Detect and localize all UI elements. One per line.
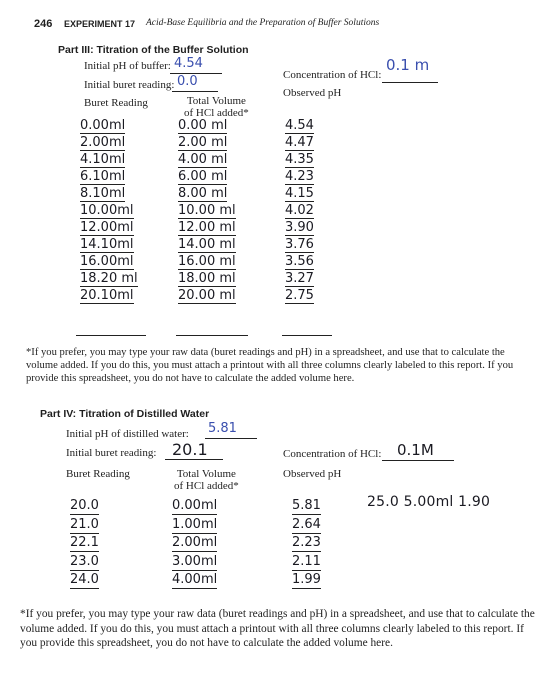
p4-volumes-cell: 0.00ml xyxy=(172,498,218,513)
part3-initial-buret-value: 0.0 xyxy=(177,74,198,89)
p4-buret_readings-cell: 21.0 xyxy=(70,516,99,532)
part4-initial-buret-blank xyxy=(165,459,223,460)
p3-buret_readings-cell: 0.00ml xyxy=(80,118,126,133)
p3-buret_readings-row xyxy=(80,237,138,254)
p4-ph_values-row xyxy=(292,497,321,516)
p3-volumes-row xyxy=(178,288,236,305)
p3-buret_readings-row xyxy=(80,220,138,237)
p3-ph_values-cell: 3.90 xyxy=(285,220,314,235)
part3-blank-row-ph xyxy=(282,335,332,336)
part4-footnote: *If you prefer, you may type your raw data (buret readings and pH) in a spreadsheet, and use that to calculate the volume added. If you do this, you must attach a printout with all three columns clearly labeled to this report. If you provide this spreadsheet, you do not have to calculate the added volume here. xyxy=(20,608,535,649)
p3-buret_readings-cell: 8.10ml xyxy=(80,186,126,201)
p3-buret_readings-row xyxy=(80,203,138,220)
p4-volumes-row xyxy=(172,553,217,572)
p3-ph_values-row xyxy=(285,254,314,271)
part4-ph-column xyxy=(292,497,321,590)
p3-ph_values-row xyxy=(285,118,314,135)
p4-volumes-row xyxy=(172,534,217,553)
part4-buret-column xyxy=(70,497,99,590)
p3-ph_values-row xyxy=(285,220,314,237)
part4-volume-column xyxy=(172,497,217,590)
p3-ph_values-cell: 3.56 xyxy=(285,254,314,269)
p4-ph_values-cell: 2.64 xyxy=(292,516,321,532)
p3-volumes-cell: 16.00 ml xyxy=(178,254,236,269)
p3-ph_values-row xyxy=(285,152,314,169)
p4-ph_values-cell: 1.99 xyxy=(292,572,321,587)
p4-ph_values-cell: 2.11 xyxy=(292,553,321,569)
p4-buret_readings-row xyxy=(70,534,99,553)
part4-col-volume-line1: Total Volume xyxy=(176,468,236,480)
p3-buret_readings-cell: 18.20 ml xyxy=(80,271,138,286)
p3-buret_readings-cell: 12.00ml xyxy=(80,220,134,235)
part4-col-volume xyxy=(174,468,239,492)
part3-initial-ph-value: 4.54 xyxy=(174,56,203,71)
part4-hcl-conc-value: 0.1M xyxy=(397,441,434,459)
p4-ph_values-cell: 5.81 xyxy=(292,498,321,513)
p3-buret_readings-cell: 2.00ml xyxy=(80,135,126,150)
part3-hcl-conc-blank xyxy=(382,82,438,83)
p3-volumes-row xyxy=(178,135,236,152)
p4-volumes-cell: 2.00ml xyxy=(172,535,218,550)
p3-ph_values-cell: 4.35 xyxy=(285,152,314,167)
experiment-title: Acid-Base Equilibria and the Preparation of Buffer Solutions xyxy=(146,18,380,28)
p3-buret_readings-cell: 10.00ml xyxy=(80,203,134,218)
p3-ph_values-cell: 4.54 xyxy=(285,118,314,133)
part4-hcl-conc-label: Concentration of HCl: xyxy=(283,448,382,460)
p3-volumes-cell: 4.00 ml xyxy=(178,152,228,167)
p3-volumes-row xyxy=(178,254,236,271)
p4-buret_readings-row xyxy=(70,516,99,535)
p3-volumes-row xyxy=(178,203,236,220)
p3-volumes-cell: 6.00 ml xyxy=(178,169,228,184)
p3-ph_values-row xyxy=(285,203,314,220)
p3-ph_values-row xyxy=(285,135,314,152)
p3-ph_values-cell: 4.23 xyxy=(285,169,314,184)
p4-buret_readings-cell: 24.0 xyxy=(70,572,99,587)
p3-ph_values-cell: 2.75 xyxy=(285,288,314,303)
p3-volumes-cell: 14.00 ml xyxy=(178,237,236,252)
p3-volumes-cell: 12.00 ml xyxy=(178,220,236,235)
p3-ph_values-row xyxy=(285,237,314,254)
part4-initial-buret-value: 20.1 xyxy=(172,440,208,459)
part4-initial-buret-label: Initial buret reading: xyxy=(66,447,157,459)
part4-initial-ph-label: Initial pH of distilled water: xyxy=(66,428,189,440)
part4-col-ph: Observed pH xyxy=(283,468,342,480)
p4-buret_readings-row xyxy=(70,497,99,516)
part3-initial-ph-label: Initial pH of buffer: xyxy=(84,60,171,72)
p3-buret_readings-row xyxy=(80,118,138,135)
p4-ph_values-cell: 2.23 xyxy=(292,535,321,550)
part3-initial-buret-label: Initial buret reading: xyxy=(84,79,175,91)
part3-blank-row-volume xyxy=(176,335,248,336)
p4-ph_values-row xyxy=(292,516,321,535)
p3-buret_readings-row xyxy=(80,254,138,271)
part3-col-ph: Observed pH xyxy=(283,87,342,99)
p3-ph_values-row xyxy=(285,271,314,288)
p4-volumes-cell: 3.00ml xyxy=(172,553,218,569)
p3-volumes-cell: 2.00 ml xyxy=(178,135,228,150)
part4-hcl-conc-blank xyxy=(382,460,454,461)
part3-footnote: *If you prefer, you may type your raw data (buret readings and pH) in a spreadsheet, and use that to calculate the volume added. If you do this, you must attach a printout with all three columns clearly labeled to this report. If you provide this spreadsheet, you do not have to calculate the added volume here. xyxy=(26,347,514,384)
p3-ph_values-cell: 3.76 xyxy=(285,237,314,252)
p3-ph_values-cell: 4.15 xyxy=(285,186,314,201)
part3-col-volume-line2: of HCl added* xyxy=(184,107,249,119)
p3-volumes-row xyxy=(178,220,236,237)
p4-volumes-row xyxy=(172,571,217,590)
part3-col-volume-line1: Total Volume xyxy=(186,95,246,107)
p3-buret_readings-row xyxy=(80,169,138,186)
p3-ph_values-cell: 4.02 xyxy=(285,203,314,218)
part3-col-buret: Buret Reading xyxy=(84,97,148,109)
p3-ph_values-cell: 3.27 xyxy=(285,271,314,286)
part4-initial-ph-value: 5.81 xyxy=(208,421,237,436)
part3-blank-row-buret xyxy=(76,335,146,336)
p4-ph_values-row xyxy=(292,571,321,590)
page-number: 246 xyxy=(34,18,53,30)
p3-volumes-row xyxy=(178,169,236,186)
p3-volumes-cell: 20.00 ml xyxy=(178,288,236,303)
p3-ph_values-row xyxy=(285,288,314,305)
p3-volumes-row xyxy=(178,118,236,135)
p3-volumes-cell: 8.00 ml xyxy=(178,186,228,201)
part3-buret-column xyxy=(80,118,138,305)
p3-ph_values-row xyxy=(285,169,314,186)
experiment-label: EXPERIMENT 17 xyxy=(64,19,136,29)
p4-volumes-cell: 1.00ml xyxy=(172,516,218,532)
part3-hcl-conc-value: 0.1 m xyxy=(386,56,430,74)
part4-col-buret: Buret Reading xyxy=(66,468,130,480)
part3-ph-column xyxy=(285,118,314,305)
part4-side-note: 25.0 5.00ml 1.90 xyxy=(367,494,491,510)
p4-buret_readings-row xyxy=(70,553,99,572)
p3-volumes-row xyxy=(178,152,236,169)
part4-initial-ph-blank xyxy=(205,438,257,439)
part4-heading: Part IV: Titration of Distilled Water xyxy=(40,408,210,420)
p4-buret_readings-cell: 23.0 xyxy=(70,553,99,569)
p3-volumes-cell: 18.00 ml xyxy=(178,271,236,286)
p3-buret_readings-row xyxy=(80,186,138,203)
p3-ph_values-row xyxy=(285,186,314,203)
p3-buret_readings-row xyxy=(80,271,138,288)
p3-buret_readings-cell: 14.10ml xyxy=(80,237,134,252)
p3-buret_readings-row xyxy=(80,288,138,305)
p4-buret_readings-cell: 20.0 xyxy=(70,498,99,513)
p4-ph_values-row xyxy=(292,534,321,553)
p4-ph_values-row xyxy=(292,553,321,572)
p3-volumes-cell: 10.00 ml xyxy=(178,203,236,218)
p3-buret_readings-cell: 6.10ml xyxy=(80,169,126,184)
p3-buret_readings-row xyxy=(80,152,138,169)
p4-volumes-cell: 4.00ml xyxy=(172,572,218,587)
part3-initial-buret-blank xyxy=(172,91,218,92)
part4-col-volume-line2: of HCl added* xyxy=(174,480,239,492)
p3-ph_values-cell: 4.47 xyxy=(285,135,314,150)
p4-volumes-row xyxy=(172,516,217,535)
p4-volumes-row xyxy=(172,497,217,516)
p3-volumes-row xyxy=(178,271,236,288)
part3-volume-column xyxy=(178,118,236,305)
p3-volumes-row xyxy=(178,186,236,203)
p3-buret_readings-row xyxy=(80,135,138,152)
p3-volumes-row xyxy=(178,237,236,254)
p3-buret_readings-cell: 20.10ml xyxy=(80,288,134,303)
part3-hcl-conc-label: Concentration of HCl: xyxy=(283,69,382,81)
part3-col-volume xyxy=(184,95,249,119)
part3-heading: Part III: Titration of the Buffer Solution xyxy=(58,44,249,56)
p3-volumes-cell: 0.00 ml xyxy=(178,118,228,133)
p3-buret_readings-cell: 4.10ml xyxy=(80,152,126,167)
p3-buret_readings-cell: 16.00ml xyxy=(80,254,134,269)
p4-buret_readings-row xyxy=(70,571,99,590)
p4-buret_readings-cell: 22.1 xyxy=(70,535,99,550)
